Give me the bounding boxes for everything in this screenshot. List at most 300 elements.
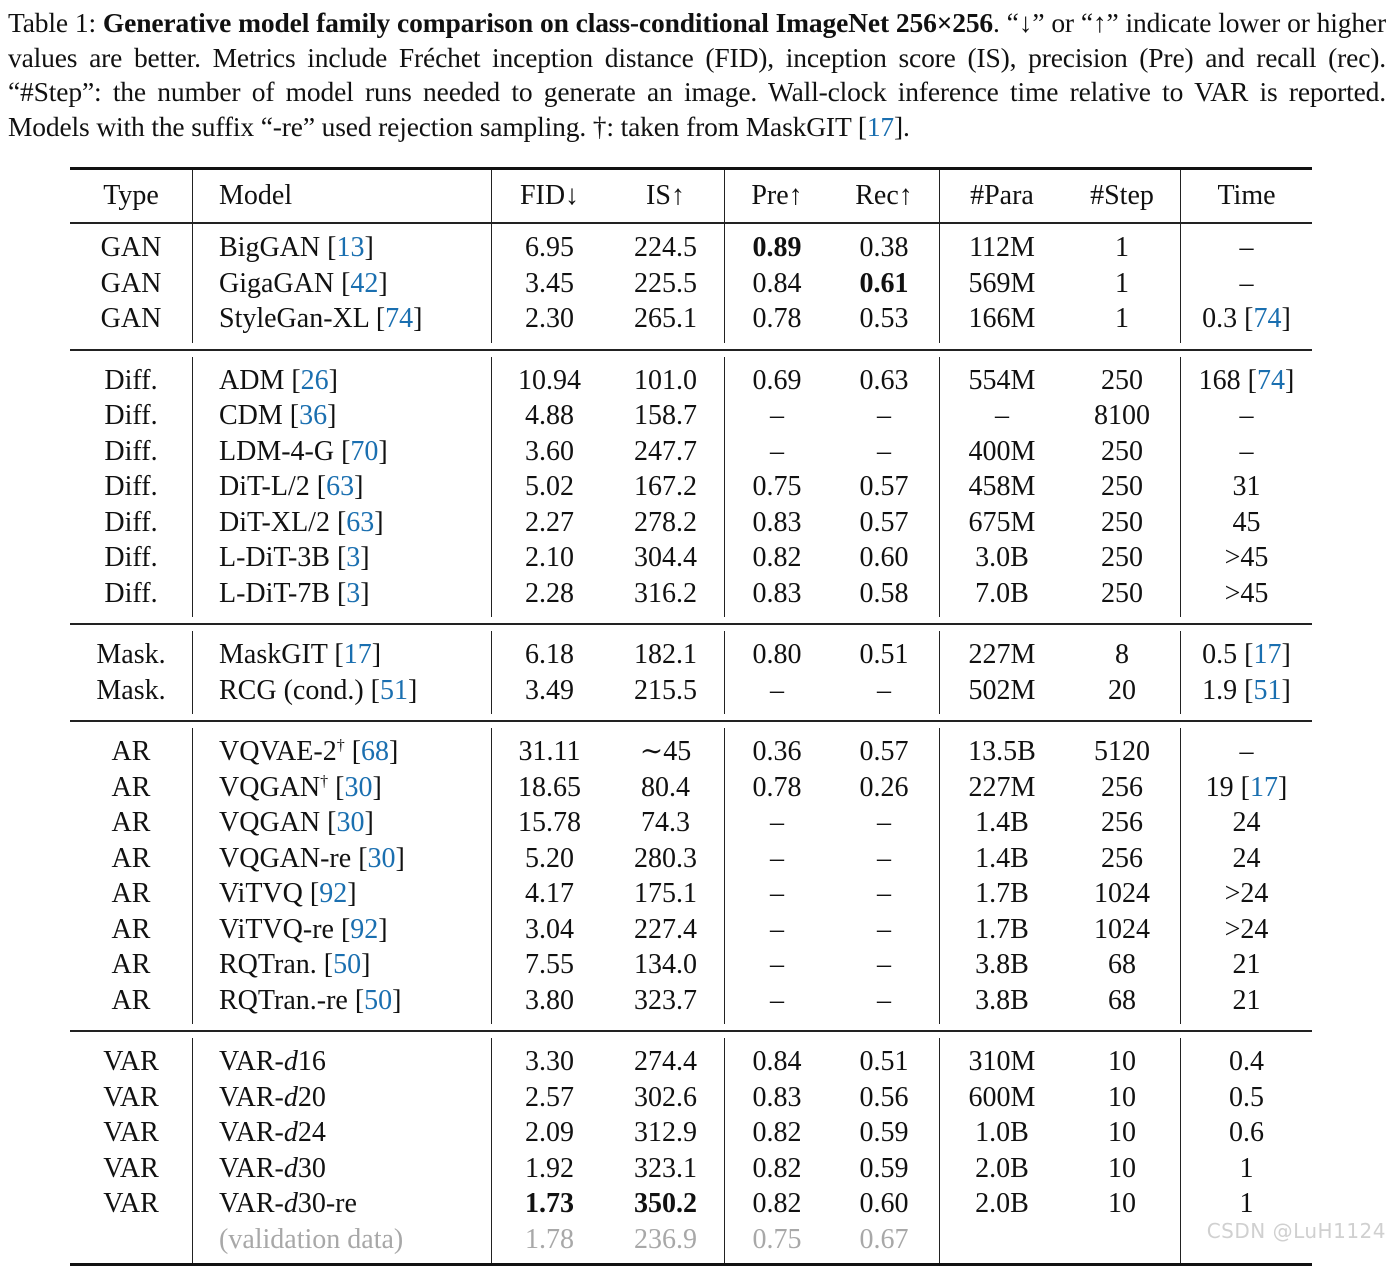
is-cell: 215.5 — [607, 673, 725, 709]
rec-cell: – — [829, 434, 940, 470]
citation-link[interactable]: 70 — [350, 435, 379, 467]
pre-cell: – — [770, 984, 784, 1016]
citation-link[interactable]: 92 — [350, 913, 379, 945]
para-cell: 1.4B — [975, 842, 1029, 874]
model-cell: VQGAN-re [30] — [193, 841, 492, 877]
model-name-prefix: VAR- — [219, 1117, 284, 1148]
citation-link[interactable]: 92 — [319, 878, 348, 909]
model-cell: ViTVQ [92] — [193, 876, 492, 912]
model-cell: RQTran.-re [50] — [193, 983, 492, 1019]
type-cell: Diff. — [70, 434, 193, 470]
model-cell: MaskGIT [17] — [193, 637, 492, 673]
model-name: ViTVQ-re — [219, 913, 334, 945]
header-pre: Pre↑ — [751, 180, 803, 211]
rec-cell: – — [829, 876, 940, 912]
header-is: IS↑ — [607, 170, 725, 222]
header-row — [70, 170, 1312, 222]
model-cell: RQTran. [50] — [193, 947, 492, 983]
time-value: – — [1239, 400, 1254, 431]
table-row — [70, 770, 1312, 806]
is-cell: 224.5 — [607, 230, 725, 266]
time-value: >24 — [1224, 878, 1269, 909]
caption-label: Table 1: — [8, 7, 96, 38]
type-cell: Diff. — [70, 469, 193, 505]
citation-link[interactable]: 30 — [344, 771, 373, 803]
model-name-italic: d — [283, 1152, 298, 1184]
pre-cell: 0.69 — [752, 364, 802, 396]
time-cell — [1181, 734, 1313, 770]
type-cell: AR — [70, 805, 193, 841]
type-cell: Diff. — [70, 576, 193, 612]
type-cell: AR — [70, 876, 193, 912]
type-cell — [70, 1222, 193, 1258]
type-cell: VAR — [70, 1044, 193, 1080]
para-cell: 112M — [969, 232, 1035, 263]
fid-cell: 2.27 — [525, 506, 574, 538]
rec-cell: 0.56 — [829, 1080, 940, 1116]
model-name-prefix: VAR- — [219, 1046, 284, 1077]
time-cell — [1181, 1186, 1313, 1222]
model-name-prefix: VAR- — [219, 1081, 284, 1113]
pre-cell: 0.82 — [752, 1117, 802, 1148]
is-cell: ∼45 — [607, 734, 725, 770]
model-cell: RCG (cond.) [51] — [193, 673, 492, 709]
para-cell: 569M — [968, 267, 1036, 299]
time-value: >45 — [1224, 577, 1269, 609]
pre-cell: 0.82 — [752, 1188, 802, 1219]
pre-cell: – — [770, 949, 784, 980]
para-cell: 502M — [968, 674, 1036, 706]
step-cell: 10 — [1064, 1151, 1181, 1187]
is-cell: 316.2 — [607, 576, 725, 612]
type-cell: GAN — [70, 266, 193, 302]
time-cell — [1181, 230, 1313, 266]
model-name: L-DiT-3B — [219, 542, 330, 573]
dagger-mark: † — [320, 772, 329, 790]
fid-cell: 5.02 — [525, 471, 574, 502]
citation-link[interactable]: 74 — [1257, 364, 1285, 396]
step-cell: 250 — [1064, 505, 1181, 541]
pre-cell: 0.75 — [752, 471, 802, 502]
citation-link[interactable]: 63 — [346, 506, 375, 538]
model-cell — [193, 1186, 492, 1222]
rec-cell: – — [829, 673, 940, 709]
header-model: Model — [193, 170, 492, 222]
fid-cell: 1.92 — [525, 1152, 574, 1184]
time-value: 21 — [1232, 949, 1261, 980]
citation-link[interactable]: 51 — [1253, 674, 1282, 706]
time-value: 21 — [1232, 984, 1261, 1016]
table-row — [70, 841, 1312, 877]
para-cell: 2.0B — [975, 1152, 1029, 1184]
step-cell: 10 — [1064, 1080, 1181, 1116]
rec-cell: 0.57 — [829, 734, 940, 770]
is-cell: 134.0 — [607, 947, 725, 983]
fid-cell: 2.30 — [525, 303, 574, 334]
citation-link[interactable]: 51 — [379, 674, 408, 706]
fid-cell: 3.80 — [525, 984, 574, 1016]
comparison-table — [70, 167, 1312, 1266]
model-name-italic: d — [283, 1046, 298, 1077]
para-cell: 458M — [968, 471, 1036, 502]
table-row — [70, 912, 1312, 948]
model-name: L-DiT-7B — [219, 577, 330, 609]
citation-link[interactable]: 17 — [866, 110, 895, 142]
model-cell: L-DiT-7B [3] — [193, 576, 492, 612]
model-name: DiT-L/2 — [219, 471, 310, 502]
step-cell: 1 — [1064, 230, 1181, 266]
para-cell: 166M — [968, 303, 1036, 334]
is-cell: 101.0 — [607, 363, 725, 399]
rec-cell: 0.38 — [829, 230, 940, 266]
model-cell — [193, 1115, 492, 1151]
time-cell: 19 [17] — [1205, 771, 1288, 803]
time-value: 0.5 — [1229, 1081, 1264, 1113]
model-cell: DiT-XL/2 [63] — [193, 505, 492, 541]
type-cell: VAR — [70, 1115, 193, 1151]
validation-row — [70, 1222, 1312, 1258]
model-name: ADM — [219, 364, 285, 396]
citation-link[interactable]: 36 — [299, 400, 328, 431]
type-cell: GAN — [70, 301, 193, 337]
para-cell: 400M — [968, 435, 1036, 467]
rec-cell: 0.67 — [829, 1222, 940, 1258]
type-cell: VAR — [70, 1151, 193, 1187]
table-row — [70, 576, 1312, 612]
model-cell — [193, 1044, 492, 1080]
model-name: VQGAN — [219, 771, 321, 803]
pre-cell: – — [770, 842, 784, 874]
group-separator — [70, 617, 1312, 631]
citation-link[interactable]: 42 — [350, 267, 379, 299]
para-cell: – — [995, 400, 1009, 431]
step-cell: 68 — [1064, 983, 1181, 1019]
type-cell: AR — [70, 841, 193, 877]
header-type: Type — [70, 170, 193, 222]
fid-cell: 2.57 — [525, 1081, 574, 1113]
time-value: 1 — [1239, 1152, 1254, 1184]
table-row — [70, 734, 1312, 770]
time-value: 1.9 — [1202, 674, 1238, 706]
model-cell: VQGAN [30] — [193, 805, 492, 841]
is-cell: 265.1 — [607, 301, 725, 337]
rec-cell: – — [829, 841, 940, 877]
rec-cell: – — [829, 912, 940, 948]
rec-cell: 0.59 — [829, 1115, 940, 1151]
citation-link[interactable]: 50 — [333, 949, 362, 980]
rec-cell: 0.59 — [829, 1151, 940, 1187]
model-cell: L-DiT-3B [3] — [193, 540, 492, 576]
table-row — [70, 1044, 1312, 1080]
citation-link[interactable]: 13 — [336, 232, 365, 263]
fid-cell: 3.60 — [525, 435, 574, 467]
time-value: – — [1239, 435, 1254, 467]
group-separator — [70, 1024, 1312, 1038]
time-cell: 1.9 [51] — [1202, 674, 1291, 706]
group-separator — [70, 714, 1312, 728]
time-value: 24 — [1232, 807, 1261, 838]
citation-link[interactable]: 68 — [361, 736, 390, 767]
type-cell: Diff. — [70, 505, 193, 541]
time-cell — [1181, 576, 1313, 612]
fid-cell: 3.45 — [525, 267, 574, 299]
caption-end: ]. — [894, 110, 910, 142]
citation-link[interactable]: 17 — [1250, 771, 1278, 803]
group-separator — [70, 343, 1312, 357]
pre-cell: 0.36 — [752, 736, 802, 767]
is-cell: 158.7 — [607, 398, 725, 434]
time-value: 0.5 — [1202, 639, 1238, 670]
table-row — [70, 673, 1312, 709]
citation-link[interactable]: 3 — [346, 542, 361, 573]
time-cell: 0.5 [17] — [1202, 639, 1291, 670]
is-cell: 80.4 — [607, 770, 725, 806]
model-name: DiT-XL/2 — [219, 506, 330, 538]
step-cell — [1064, 1222, 1181, 1258]
model-name: RCG (cond.) — [219, 674, 364, 706]
para-cell: 554M — [968, 364, 1036, 396]
time-cell: 0.3 [74] — [1202, 303, 1291, 334]
fid-cell: 6.18 — [525, 639, 574, 670]
citation-link[interactable]: 50 — [364, 984, 393, 1016]
para-cell: 3.0B — [975, 542, 1029, 573]
fid-cell: 3.30 — [525, 1046, 574, 1077]
model-cell: GigaGAN [42] — [193, 266, 492, 302]
pre-cell: – — [770, 400, 784, 431]
table-row — [70, 637, 1312, 673]
caption-title: Generative model family comparison on class-conditional ImageNet 256×256 — [102, 7, 994, 38]
rec-cell: 0.63 — [829, 363, 940, 399]
citation-link[interactable]: 74 — [385, 303, 414, 334]
time-value: 0.4 — [1229, 1046, 1264, 1077]
rec-cell: 0.60 — [829, 540, 940, 576]
rec-cell: 0.26 — [829, 770, 940, 806]
header-time: Time — [1217, 180, 1276, 211]
citation-link[interactable]: 74 — [1253, 303, 1282, 334]
step-cell: 1024 — [1064, 912, 1181, 948]
time-cell — [1181, 876, 1313, 912]
step-cell: 256 — [1064, 770, 1181, 806]
citation-link[interactable]: 17 — [1253, 639, 1282, 670]
type-cell: Mask. — [70, 673, 193, 709]
pre-cell: 0.82 — [752, 1152, 802, 1184]
model-cell: CDM [36] — [193, 398, 492, 434]
is-cell: 227.4 — [607, 912, 725, 948]
para-cell: 227M — [968, 771, 1036, 803]
type-cell: AR — [70, 734, 193, 770]
model-cell: DiT-L/2 [63] — [193, 469, 492, 505]
step-cell: 256 — [1064, 805, 1181, 841]
table-row — [70, 266, 1312, 302]
table-row — [70, 1080, 1312, 1116]
step-cell: 250 — [1064, 576, 1181, 612]
table-row — [70, 505, 1312, 541]
step-cell: 250 — [1064, 434, 1181, 470]
time-cell — [1181, 947, 1313, 983]
time-value: 24 — [1232, 842, 1261, 874]
fid-cell: 31.11 — [518, 736, 581, 767]
header-step: #Step — [1064, 170, 1181, 222]
fid-cell: 2.09 — [525, 1117, 574, 1148]
is-cell: 167.2 — [607, 469, 725, 505]
pre-cell: – — [770, 435, 784, 467]
model-cell: VQVAE-2† [68] — [193, 734, 492, 770]
fid-cell: 5.20 — [525, 842, 574, 874]
time-cell — [1181, 469, 1313, 505]
time-value: 1 — [1239, 1188, 1254, 1219]
step-cell: 250 — [1064, 469, 1181, 505]
is-cell: 274.4 — [607, 1044, 725, 1080]
pre-cell: 0.80 — [752, 639, 802, 670]
para-cell: 675M — [968, 506, 1036, 538]
fid-cell: 18.65 — [518, 771, 581, 803]
citation-link[interactable]: 30 — [336, 807, 365, 838]
model-name-suffix: 24 — [297, 1117, 326, 1148]
para-cell: 1.7B — [975, 878, 1029, 909]
fid-cell: 10.94 — [518, 364, 581, 396]
para-cell: 7.0B — [975, 577, 1029, 609]
fid-cell: 3.04 — [525, 913, 574, 945]
rec-cell: 0.58 — [829, 576, 940, 612]
model-name: CDM — [219, 400, 283, 431]
model-cell — [193, 1080, 492, 1116]
type-cell: Diff. — [70, 540, 193, 576]
step-cell: 1 — [1064, 301, 1181, 337]
rec-cell: 0.51 — [829, 637, 940, 673]
fid-cell: 2.28 — [525, 577, 574, 609]
time-value: – — [1239, 232, 1254, 263]
time-cell — [1181, 540, 1313, 576]
pre-cell: 0.84 — [752, 267, 802, 299]
model-name-suffix: 20 — [297, 1081, 326, 1113]
time-cell — [1181, 1044, 1313, 1080]
pre-cell: 0.83 — [752, 577, 802, 609]
para-cell: 310M — [968, 1046, 1036, 1077]
rec-cell: 0.53 — [829, 301, 940, 337]
model-name: VQGAN — [219, 807, 321, 838]
is-cell: 225.5 — [607, 266, 725, 302]
table-row — [70, 540, 1312, 576]
step-cell: 1024 — [1064, 876, 1181, 912]
table-row — [70, 876, 1312, 912]
is-cell: 312.9 — [607, 1115, 725, 1151]
watermark: CSDN @LuH1124 — [1206, 1219, 1386, 1243]
type-cell: Diff. — [70, 363, 193, 399]
fid-cell: 4.88 — [525, 400, 574, 431]
time-cell — [1181, 505, 1313, 541]
time-cell — [1181, 805, 1313, 841]
time-cell — [1181, 266, 1313, 302]
is-cell: 74.3 — [607, 805, 725, 841]
model-name: RQTran.-re — [219, 984, 348, 1016]
type-cell: GAN — [70, 230, 193, 266]
time-value: 19 — [1205, 771, 1234, 803]
para-cell — [940, 1222, 1065, 1258]
rec-cell: 0.60 — [829, 1186, 940, 1222]
type-cell: AR — [70, 912, 193, 948]
citation-link[interactable]: 63 — [326, 471, 355, 502]
is-cell: 175.1 — [607, 876, 725, 912]
time-value: 45 — [1232, 506, 1261, 538]
para-cell: 600M — [968, 1081, 1036, 1113]
time-cell — [1181, 1151, 1313, 1187]
step-cell: 256 — [1064, 841, 1181, 877]
pre-cell: 0.82 — [752, 542, 802, 573]
pre-cell: – — [770, 674, 784, 706]
citation-link[interactable]: 30 — [367, 842, 396, 874]
para-cell: 13.5B — [968, 736, 1036, 767]
type-cell: AR — [70, 770, 193, 806]
model-cell — [193, 1151, 492, 1187]
model-name-suffix: 16 — [297, 1046, 326, 1077]
model-cell: (validation data) — [193, 1222, 492, 1258]
is-cell: 247.7 — [607, 434, 725, 470]
fid-cell: 3.49 — [525, 674, 574, 706]
fid-cell: 2.10 — [525, 542, 574, 573]
model-name: BigGAN — [219, 232, 321, 263]
model-name: GigaGAN — [219, 267, 335, 299]
model-cell: ViTVQ-re [92] — [193, 912, 492, 948]
time-value: – — [1239, 267, 1254, 299]
citation-link[interactable]: 3 — [346, 577, 361, 609]
is-cell: 280.3 — [607, 841, 725, 877]
type-cell: VAR — [70, 1186, 193, 1222]
para-cell: 1.4B — [975, 807, 1029, 838]
para-cell: 1.7B — [975, 913, 1029, 945]
model-cell: ADM [26] — [193, 363, 492, 399]
rec-cell: 0.57 — [829, 469, 940, 505]
table-row — [70, 1115, 1312, 1151]
step-cell: 250 — [1064, 540, 1181, 576]
pre-cell: 0.83 — [752, 1081, 802, 1113]
time-value: 31 — [1232, 471, 1261, 502]
model-name-italic: d — [283, 1117, 298, 1148]
table-row — [70, 434, 1312, 470]
rec-cell: – — [829, 983, 940, 1019]
step-cell: 5120 — [1064, 734, 1181, 770]
header-para: #Para — [970, 180, 1034, 211]
step-cell: 8100 — [1064, 398, 1181, 434]
citation-link[interactable]: 26 — [300, 364, 329, 396]
type-cell: VAR — [70, 1080, 193, 1116]
rec-cell: – — [829, 805, 940, 841]
pre-cell: – — [770, 807, 784, 838]
is-cell: 323.1 — [607, 1151, 725, 1187]
step-cell: 8 — [1064, 637, 1181, 673]
table-row — [70, 805, 1312, 841]
model-cell: StyleGan-XL [74] — [193, 301, 492, 337]
fid-cell: 6.95 — [525, 232, 574, 263]
time-value: 168 — [1198, 364, 1241, 396]
table-row — [70, 983, 1312, 1019]
dagger-mark: † — [336, 737, 345, 754]
pre-cell: 0.83 — [752, 506, 802, 538]
step-cell: 20 — [1064, 673, 1181, 709]
para-cell: 3.8B — [975, 949, 1029, 980]
citation-link[interactable]: 17 — [343, 639, 372, 670]
model-name: StyleGan-XL — [219, 303, 369, 334]
table-row — [70, 363, 1312, 399]
time-cell — [1181, 398, 1313, 434]
is-cell: 302.6 — [607, 1080, 725, 1116]
table-row — [70, 301, 1312, 337]
is-cell: 236.9 — [607, 1222, 725, 1258]
pre-cell: 0.78 — [752, 771, 802, 803]
model-name-suffix: 30 — [297, 1152, 326, 1184]
model-name: LDM-4-G — [219, 435, 335, 467]
type-cell: Mask. — [70, 637, 193, 673]
para-cell: 1.0B — [975, 1117, 1029, 1148]
